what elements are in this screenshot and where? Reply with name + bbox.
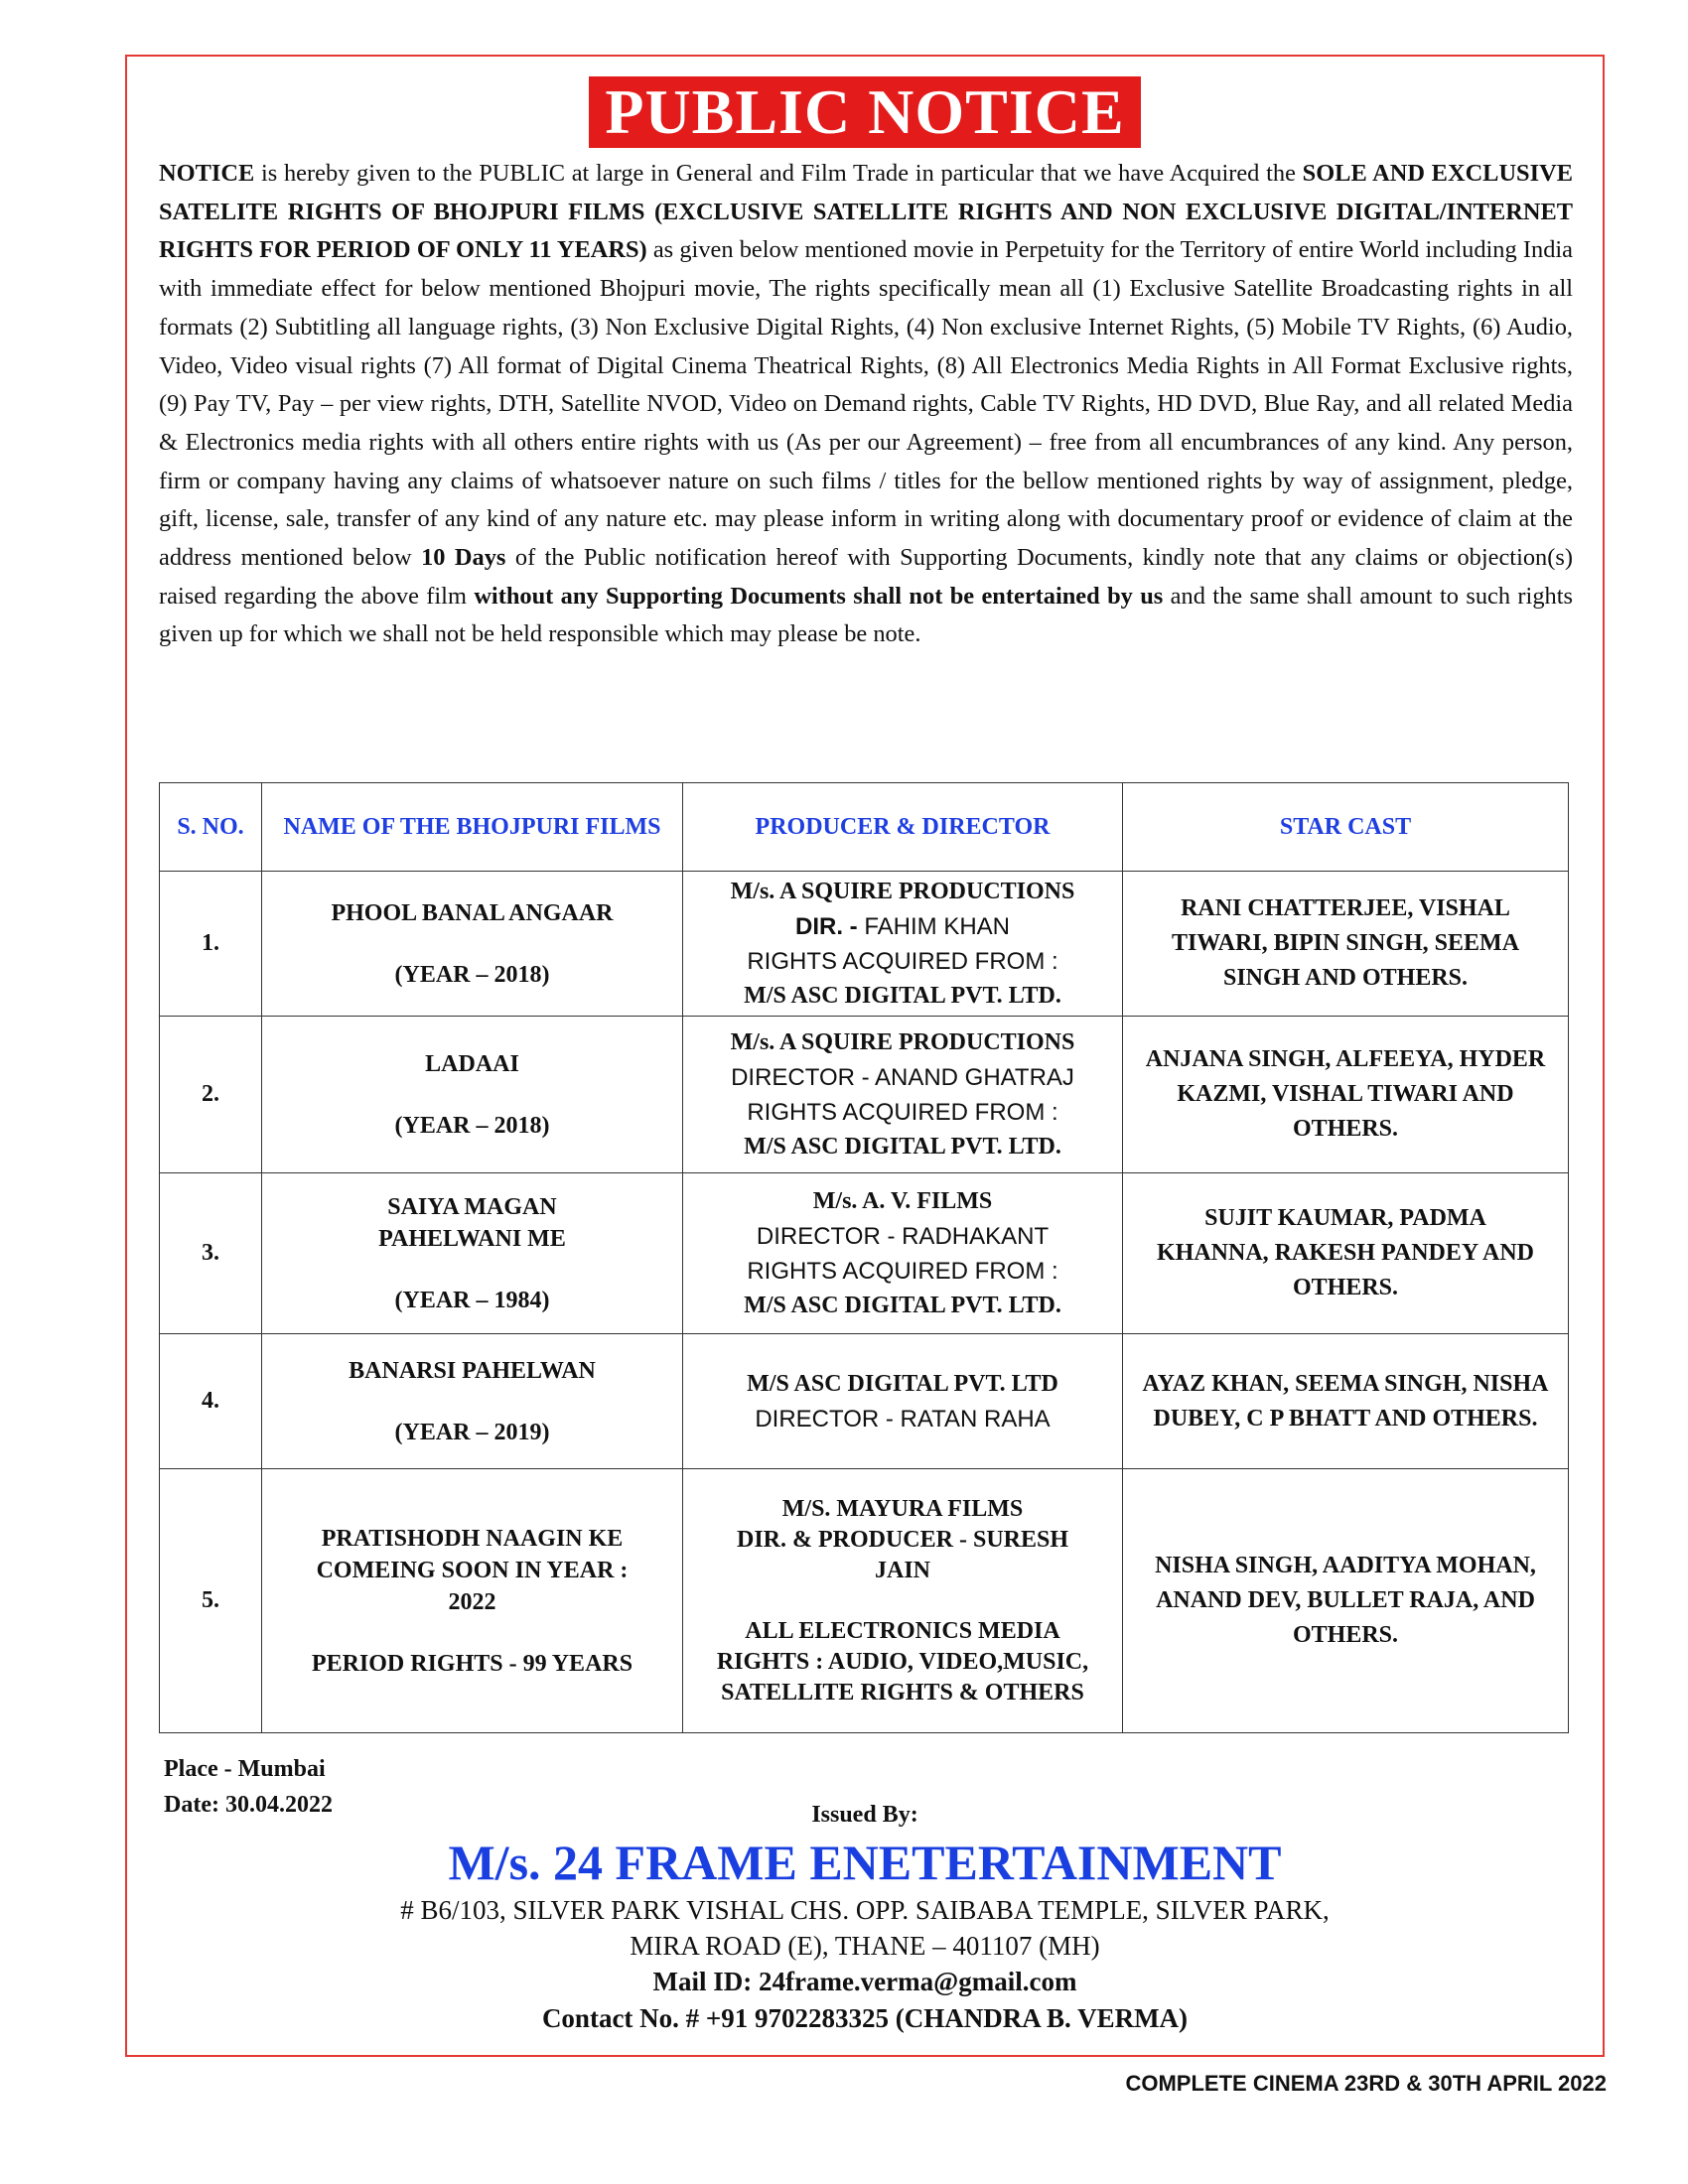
notice-warning: without any Supporting Documents shall not be entertained by us xyxy=(474,582,1164,610)
rights-acquired-from: M/S ASC DIGITAL PVT. LTD. xyxy=(744,1133,1061,1160)
row-producer xyxy=(683,872,1123,1017)
table-row xyxy=(160,1017,1569,1173)
mail-id: Mail ID: 24frame.verma@gmail.com xyxy=(652,1967,1077,1996)
media-rights: ALL ELECTRONICS MEDIA RIGHTS : AUDIO, VIDEO,MUSIC, SATELLITE RIGHTS & OTHERS xyxy=(716,1617,1089,1706)
film-year: (YEAR – 2018) xyxy=(394,1112,550,1139)
notice-text-3: of the Public notification hereof with Supporting Documents, kindly note that any claims or objection(s) raised regarding the above film xyxy=(159,544,1573,610)
director-name: DIRECTOR - ANAND GHATRAJ xyxy=(731,1063,1074,1091)
address-line-1: # B6/103, SILVER PARK VISHAL CHS. OPP. SAIBABA TEMPLE, SILVER PARK, xyxy=(400,1895,1330,1925)
table-row xyxy=(160,1469,1569,1733)
director-name: DIRECTOR - RADHAKANT xyxy=(756,1222,1050,1250)
film-title: PRATISHODH NAAGIN KE COMEING SOON IN YEAR : 2022 xyxy=(316,1525,629,1615)
row-sno: 5. xyxy=(160,1469,262,1733)
director-name: FAHIM KHAN xyxy=(857,912,1011,940)
row-film xyxy=(262,1017,683,1173)
row-sno: 2. xyxy=(160,1017,262,1173)
notice-text-1: is hereby given to the PUBLIC at large in General and Film Trade in particular that we have Acquired the xyxy=(254,160,1303,187)
notice-border xyxy=(125,55,1605,2057)
row-film xyxy=(262,1173,683,1334)
notice-text-2: as given below mentioned movie in Perpetuity for the Territory of entire World including India with immediate effect for below mentioned Bhojpuri movie, The rights specifically mean all (1) Exclusive Satellite Broadcasting rights in all formats (2) Subtitling all language rights, (3) Non Exclusive Digital Rights, (4) Non exclusive Internet Rights, (5) Mobile TV Rights, (6) Audio, Video, Video visual rights (7) All format of Digital Cinema Theatrical Rights, (8) All Electronics Media Rights in All Format Exclusive rights, (9) Pay TV, Pay – per view rights, DTH, Satellite NVOD, Video on Demand rights, Cable TV Rights, HD DVD, Blue Ray, and all related Media & Electronics media rights with all others entire rights with us (As per our Agreement) – free from all encumbrances of any kind. Any person, firm or company having any claims of whatsoever nature on such films / titles for the bellow mentioned rights by way of assignment, pledge, gift, license, sale, transfer of any kind of any nature etc. may please inform in writing along with documentary proof or evidence of claim at the address mentioned below xyxy=(159,236,1573,572)
row-film xyxy=(262,1334,683,1469)
producer-name: M/S ASC DIGITAL PVT. LTD xyxy=(747,1370,1058,1397)
row-producer xyxy=(683,1469,1123,1733)
table-row xyxy=(160,1173,1569,1334)
row-film xyxy=(262,1469,683,1733)
film-year: (YEAR – 1984) xyxy=(394,1287,550,1313)
address-line-2: MIRA ROAD (E), THANE – 401107 (MH) xyxy=(630,1931,1100,1961)
company-name: M/s. 24 FRAME ENETERTAINMENT xyxy=(448,1835,1282,1890)
rights-acquired-label: RIGHTS ACQUIRED FROM : xyxy=(747,1257,1058,1285)
publication-note: COMPLETE CINEMA 23RD & 30TH APRIL 2022 xyxy=(1125,2071,1607,2096)
page-title: PUBLIC NOTICE xyxy=(589,76,1140,148)
table-row xyxy=(160,1334,1569,1469)
title-wrap xyxy=(127,76,1603,148)
row-cast: NISHA SINGH, AADITYA MOHAN, ANAND DEV, BULLET RAJA, AND OTHERS. xyxy=(1123,1469,1569,1733)
header-film: NAME OF THE BHOJPURI FILMS xyxy=(262,783,683,872)
director-label: DIR. - xyxy=(794,912,858,940)
films-table xyxy=(159,782,1569,1733)
producer-name: M/s. A SQUIRE PRODUCTIONS xyxy=(730,878,1075,904)
row-film xyxy=(262,872,683,1017)
place: Place - Mumbai xyxy=(164,1756,326,1782)
row-producer xyxy=(683,1173,1123,1334)
film-title: BANARSI PAHELWAN xyxy=(349,1357,596,1384)
table-row xyxy=(160,872,1569,1017)
director-name: DIRECTOR - RATAN RAHA xyxy=(755,1405,1051,1433)
table-header-row xyxy=(160,783,1569,872)
row-sno: 1. xyxy=(160,872,262,1017)
notice-rights-title: SOLE AND EXCLUSIVE SATELITE RIGHTS OF BHOJPURI FILMS (EXCLUSIVE SATELLITE RIGHTS AND NON EXCLUSIVE DIGITAL/INTERNET RIGHTS FOR PERIOD OF ONLY 11 YEARS) xyxy=(159,160,1574,264)
rights-acquired-label: RIGHTS ACQUIRED FROM : xyxy=(747,1098,1058,1126)
row-cast: AYAZ KHAN, SEEMA SINGH, NISHA DUBEY, C P BHATT AND OTHERS. xyxy=(1123,1334,1569,1469)
film-year: (YEAR – 2019) xyxy=(394,1419,550,1445)
notice-text-4: and the same shall amount to such rights given up for which we shall not be held responsible which may please be note. xyxy=(159,582,1573,648)
notice-days: 10 Days xyxy=(421,544,506,572)
issuer-block xyxy=(127,1799,1603,2037)
rights-acquired-label: RIGHTS ACQUIRED FROM : xyxy=(747,947,1058,975)
contact-number: Contact No. # +91 9702283325 (CHANDRA B. VERMA) xyxy=(541,2003,1189,2033)
header-cast: STAR CAST xyxy=(1123,783,1569,872)
film-year: (YEAR – 2018) xyxy=(394,961,550,988)
film-title: LADAAI xyxy=(425,1050,519,1077)
rights-acquired-from: M/S ASC DIGITAL PVT. LTD. xyxy=(744,982,1061,1009)
notice-body xyxy=(159,155,1573,654)
date: Date: 30.04.2022 xyxy=(164,1792,333,1818)
rights-acquired-from: M/S ASC DIGITAL PVT. LTD. xyxy=(744,1292,1061,1318)
row-producer xyxy=(683,1017,1123,1173)
film-title: SAIYA MAGAN PAHELWANI ME xyxy=(378,1193,566,1252)
row-sno: 4. xyxy=(160,1334,262,1469)
header-sno: S. NO. xyxy=(160,783,262,872)
issued-by-label: Issued By: xyxy=(811,1802,918,1828)
row-cast: RANI CHATTERJEE, VISHAL TIWARI, BIPIN SINGH, SEEMA SINGH AND OTHERS. xyxy=(1123,872,1569,1017)
row-cast: ANJANA SINGH, ALFEEYA, HYDER KAZMI, VISHAL TIWARI AND OTHERS. xyxy=(1123,1017,1569,1173)
notice-lead: NOTICE xyxy=(159,160,255,187)
header-producer: PRODUCER & DIRECTOR xyxy=(683,783,1123,872)
row-producer xyxy=(683,1334,1123,1469)
row-cast: SUJIT KAUMAR, PADMA KHANNA, RAKESH PANDEY AND OTHERS. xyxy=(1123,1173,1569,1334)
producer-name: M/s. A. V. FILMS xyxy=(812,1187,993,1214)
director-name: DIR. & PRODUCER - SURESH JAIN xyxy=(736,1526,1069,1583)
film-title: PHOOL BANAL ANGAAR xyxy=(331,899,614,926)
film-period: PERIOD RIGHTS - 99 YEARS xyxy=(311,1650,633,1677)
row-sno: 3. xyxy=(160,1173,262,1334)
producer-name: M/s. A SQUIRE PRODUCTIONS xyxy=(730,1028,1075,1055)
producer-name: M/S. MAYURA FILMS xyxy=(781,1495,1024,1522)
